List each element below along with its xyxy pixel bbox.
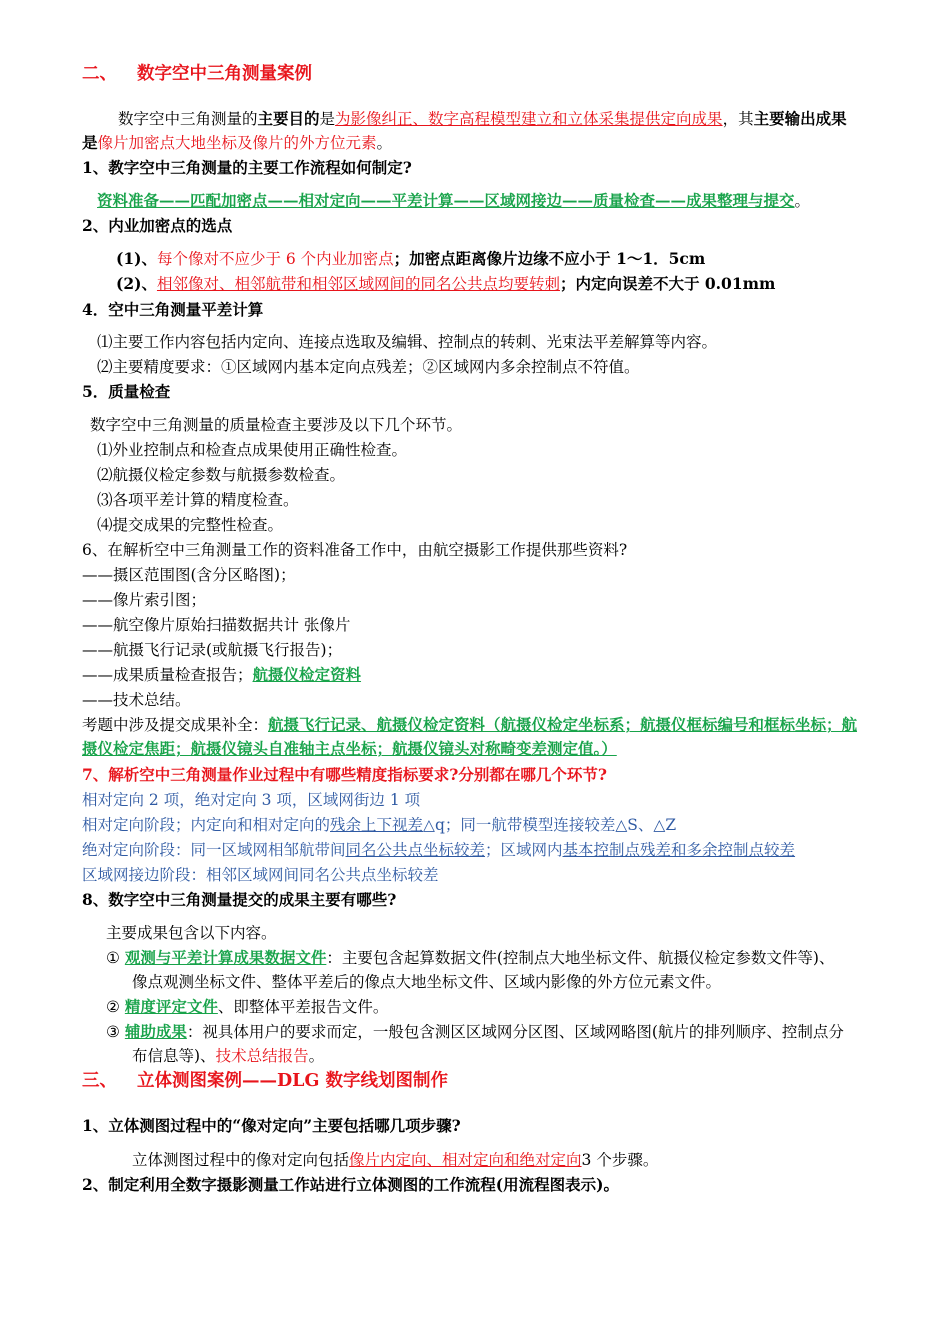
item-text: 布信息等)、: [132, 1047, 216, 1065]
item-text: 。: [308, 1047, 325, 1065]
item-number: ③: [106, 1023, 120, 1041]
section-title: 数字空中三角测量案例: [137, 64, 312, 84]
section-heading-3: [82, 1070, 898, 1092]
green-underline-text: 航摄仪检定资料: [252, 665, 362, 684]
question-5-line-2: ⑵航摄仪检定参数与航摄参数检查。: [97, 466, 346, 484]
item-text: ：视具体用户的要求而定，一般包含测区区域网分区图、区域网略图(航片的排列顺序、控制点分: [186, 1023, 844, 1041]
question-7-line-2: [82, 814, 898, 836]
question-8-item-3: [106, 1021, 898, 1043]
supplement-green: 摄仪检定焦距；航摄仪镜头自准轴主点坐标；航摄仪镜头对称畸变差测定值。）: [82, 739, 617, 758]
line-text: ——成果质量检查报告；: [82, 666, 253, 684]
item-title: 精度评定文件: [124, 997, 218, 1016]
section-heading-2: [82, 63, 898, 85]
intro-bold: 主要输出成果: [753, 109, 847, 128]
question-2-answer-2: [116, 273, 898, 295]
section-title: 立体测图案例——DLG 数字线划图制作: [137, 1071, 449, 1091]
item-number: (1)、: [116, 249, 157, 268]
question-6-line-5: [82, 664, 898, 686]
question-5-line-4: ⑷提交成果的完整性检查。: [97, 516, 284, 534]
red-text: 技术总结报告: [215, 1047, 309, 1065]
red-underline-text: 相邻像对、相邻航带和相邻区域网间的同名公共点均要转刺: [156, 275, 560, 293]
item-text: ：主要包含起算数据文件(控制点大地坐标文件、航摄仪检定参数文件等)、: [326, 949, 835, 967]
answer-text: 立体测图过程中的像对定向包括: [132, 1151, 350, 1169]
question-8-title: 8、数字空中三角测量提交的成果主要有哪些?: [82, 890, 397, 909]
question-5-line-3: ⑶各项平差计算的精度检查。: [97, 491, 299, 509]
section-number: 三、: [82, 1071, 117, 1091]
question-5-title: 5．质量检查: [82, 382, 171, 401]
question-8-item-1-cont: 像点观测坐标文件、整体平差后的像点大地坐标文件、区域内影像的外方位元素文件。: [132, 973, 722, 991]
question-5-intro: 数字空中三角测量的质量检查主要涉及以下几个环节。: [90, 416, 463, 434]
question-6-supplement-line1: [82, 714, 898, 736]
supplement-label: 考题中涉及提交成果补全：: [82, 716, 269, 734]
question-8-item-1: [106, 947, 898, 969]
question-7-title: 7、解析空中三角测量作业过程中有哪些精度指标要求?分别都在哪几个环节?: [82, 765, 607, 784]
supplement-green: 航摄飞行记录、航摄仪检定资料（航摄仪检定坐标系；航摄仪框标编号和框标坐标；航: [268, 715, 858, 734]
answer-text: 3 个步骤。: [581, 1151, 659, 1169]
workflow-line: [97, 190, 898, 212]
question-6-supplement-line2: [82, 738, 898, 760]
question-7-line-4: 区域网接边阶段：相邻区域网间同名公共点坐标较差: [82, 866, 439, 884]
question-6-title: 6、在解析空中三角测量工作的资料准备工作中，由航空摄影工作提供那些资料?: [82, 541, 628, 559]
intro-red: 像片加密点大地坐标及像片的外方位元素: [97, 134, 377, 152]
question-4-title: 4．空中三角测量平差计算: [82, 300, 264, 319]
part-3-question-1-answer: [132, 1149, 898, 1171]
section-number: 二、: [82, 64, 117, 84]
underline-text: 基本控制点残差和多余控制点较差: [562, 841, 796, 859]
answer-text: ；加密点距离像片边缘不应小于 1～1．5cm: [393, 249, 706, 268]
question-8-item-3-cont: [132, 1045, 898, 1067]
line-text: 相对定向阶段；内定向和相对定向的: [82, 816, 331, 834]
part-3-question-2-title: 2、制定利用全数字摄影测量工作站进行立体测图的工作流程(用流程图表示)。: [82, 1175, 619, 1194]
intro-bold: 是: [82, 133, 98, 152]
red-underline-text: 像片内定向、相对定向和绝对定向: [349, 1151, 582, 1169]
line-text: △q；同一航带模型连接较差△S、△Z: [423, 816, 677, 834]
answer-text: ；内定向误差不大于 0.01mm: [559, 274, 776, 293]
item-number: (2)、: [116, 274, 157, 293]
underline-text: 残余上下视差: [330, 816, 424, 834]
question-2-answer-1: [116, 248, 898, 270]
question-4-line-1: ⑴主要工作内容包括内定向、连接点选取及编辑、控制点的转刺、光束法平差解算等内容。: [97, 333, 718, 351]
underline-text: 同名公共点坐标较差: [345, 841, 486, 859]
question-6-line-6: ——技术总结。: [82, 691, 191, 709]
intro-text: ，其: [722, 110, 754, 128]
question-5-line-1: ⑴外业控制点和检查点成果使用正确性检查。: [97, 441, 408, 459]
red-text: 每个像对不应少于 6 个内业加密点: [156, 250, 394, 268]
question-8-item-2: [106, 996, 898, 1018]
question-8-intro: 主要成果包含以下内容。: [106, 924, 277, 942]
question-6-line-1: ——摄区范围图(含分区略图)；: [82, 566, 296, 584]
intro-red-underline: 为影像纠正、数字高程模型建立和立体采集提供定向成果: [335, 110, 723, 128]
workflow-steps: 资料准备——匹配加密点——相对定向——平差计算——区域网接边——质量检查——成果整理与提交: [97, 191, 795, 210]
item-title: 观测与平差计算成果数据文件: [124, 948, 327, 967]
question-4-line-2: ⑵主要精度要求：①区域网内基本定向点残差；②区域网内多余控制点不符值。: [97, 358, 640, 376]
intro-text: 。: [376, 134, 393, 152]
question-6-line-2: ——像片索引图；: [82, 591, 207, 609]
question-2-title: 2、内业加密点的选点: [82, 216, 233, 235]
question-7-line-1: 相对定向 2 项，绝对定向 3 项，区域网街边 1 项: [82, 791, 421, 809]
line-text: ；区域网内: [485, 841, 563, 859]
item-number: ①: [106, 949, 120, 967]
item-title: 辅助成果: [124, 1022, 187, 1041]
line-text: 绝对定向阶段：同一区域网相邹航带间: [82, 841, 346, 859]
question-6-line-3: ——航空像片原始扫描数据共计 张像片: [82, 616, 351, 634]
workflow-end: 。: [794, 192, 811, 210]
intro-bold: 主要目的: [257, 109, 320, 128]
item-text: 、即整体平差报告文件。: [217, 998, 389, 1016]
intro-text: 数字空中三角测量的: [118, 110, 258, 128]
question-7-line-3: [82, 839, 898, 861]
item-number: ②: [106, 998, 120, 1016]
question-1-title: 1、教字空中三角测量的主要工作流程如何制定?: [82, 158, 412, 177]
intro-text: 是: [319, 110, 336, 128]
part-3-question-1-title: 1、立体测图过程中的“像对定向”主要包括哪几项步骤?: [82, 1116, 461, 1135]
intro-paragraph-line1: [118, 108, 898, 130]
question-6-line-4: ——航摄飞行记录(或航摄飞行报告)；: [82, 641, 343, 659]
intro-paragraph-line2: [82, 132, 898, 154]
